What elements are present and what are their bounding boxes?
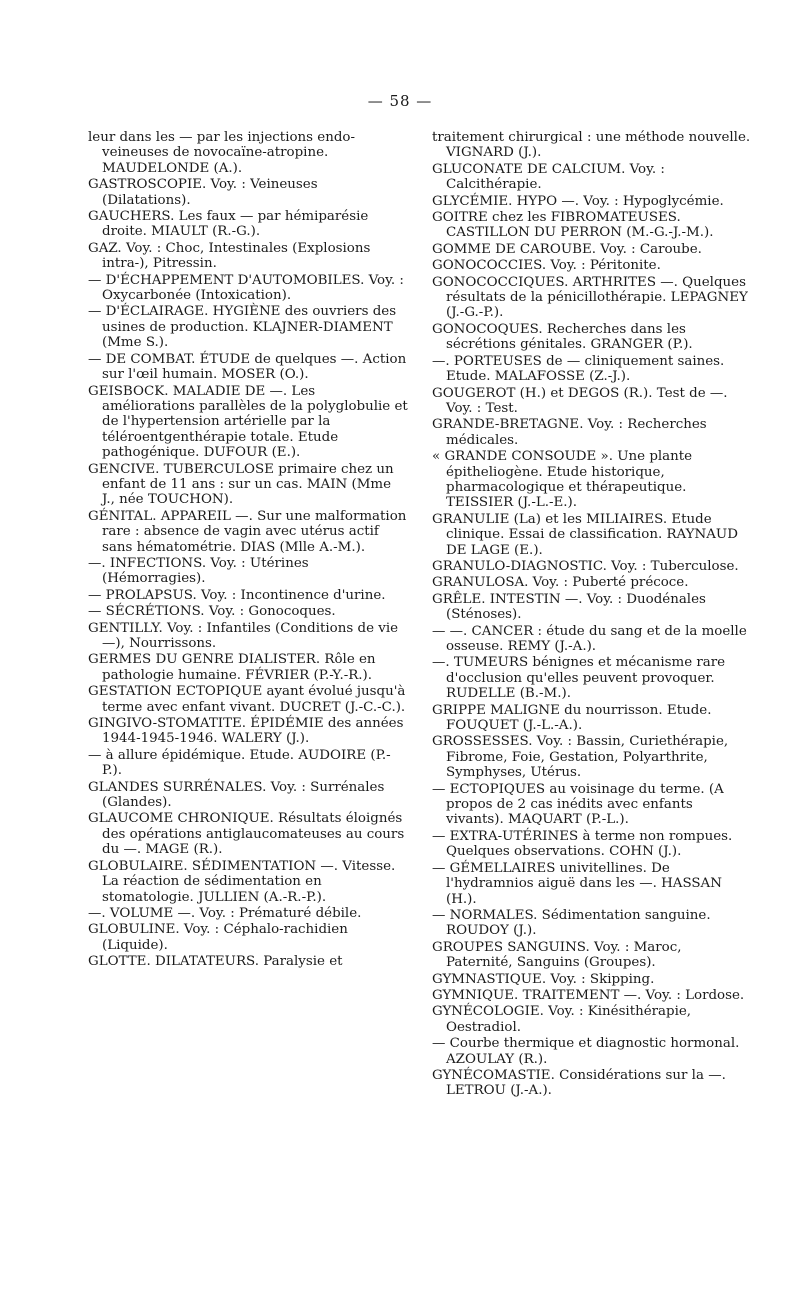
index-entry: GAUCHERS. Les faux — par hémiparésie droite. MIAULT (R.-G.). xyxy=(88,209,369,240)
index-entry: GLAUCOME CHRONIQUE. Résultats éloignés des opérations antiglaucomateuses au cours du —. MAGE (R.). xyxy=(88,811,405,858)
index-entry: GONOCOQUES. Recherches dans les sécrétions génitales. GRANGER (P.). xyxy=(432,321,693,353)
index-entry: GROSSESSES. Voy. : Bassin, Curiethérapie, Fibrome, Foie, Gestation, Polyarthrite, Symphyses, Utérus. xyxy=(432,734,729,781)
index-entry: GOITRE chez les FIBROMATEUSES. CASTILLON DU PERRON (M.-G.-J.-M.). xyxy=(432,210,714,241)
index-entry: — PROLAPSUS. Voy. : Incontinence d'urine. xyxy=(88,587,386,603)
index-entry: GENTILLY. Voy. : Infantiles (Conditions de vie —), Nourrissons. xyxy=(88,620,399,651)
index-entry: —. PORTEUSES de — cliniquement saines. Etude. MALAFOSSE (Z.-J.). xyxy=(432,353,725,385)
index-entry: —. TUMEURS bénignes et mécanisme rare d'occlusion qu'elles peuvent provoquer. RUDELLE (B.-M.). xyxy=(432,655,726,702)
index-entry: —. INFECTIONS. Voy. : Utérines (Hémorragies). xyxy=(88,555,309,587)
index-entry: GENCIVE. TUBERCULOSE primaire chez un enfant de 11 ans : sur un cas. MAIN (Mme J., née TOUCHON). xyxy=(88,461,394,508)
left-column xyxy=(88,130,408,971)
index-entry: GYMNASTIQUE. Voy. : Skipping. xyxy=(432,971,655,987)
index-entry: GLANDES SURRÉNALES. Voy. : Surrénales (Glandes). xyxy=(88,779,385,811)
index-entry: — à allure épidémique. Etude. AUDOIRE (P.-P.). xyxy=(88,747,391,779)
index-entry: GRIPPE MALIGNE du nourrisson. Etude. FOUQUET (J.-L.-A.). xyxy=(432,702,712,734)
index-entry: GRANULIE (La) et les MILIAIRES. Etude clinique. Essai de classification. RAYNAUD DE LAGE (E.). xyxy=(432,511,738,558)
index-entry: — GÉMELLAIRES univitellines. De l'hydramnios aiguë dans les —. HASSAN (H.). xyxy=(432,860,722,907)
index-entry: « GRANDE CONSOUDE ». Une plante épitheliogène. Etude historique, pharmacologique et thérapeutique. TEISSIER (J.-L.-E.). xyxy=(432,449,693,511)
index-entry: GLOTTE. DILATATEURS. Paralysie et xyxy=(88,954,343,970)
index-entry: GASTROSCOPIE. Voy. : Veineuses (Dilatations). xyxy=(88,177,318,208)
index-entry: —. VOLUME —. Voy. : Prématuré débile. xyxy=(88,905,362,921)
index-entry: GROUPES SANGUINS. Voy. : Maroc, Paternité, Sanguins (Groupes). xyxy=(432,939,682,971)
index-entry: GESTATION ECTOPIQUE ayant évolué jusqu'à terme avec enfant vivant. DUCRET (J.-C.-C.). xyxy=(88,684,406,715)
index-entry: GYMNIQUE. TRAITEMENT —. Voy. : Lordose. xyxy=(432,987,745,1003)
index-entry: — Courbe thermique et diagnostic hormonal. AZOULAY (R.). xyxy=(432,1036,740,1067)
index-entry: GRÊLE. INTESTIN —. Voy. : Duodénales (Sténoses). xyxy=(432,591,706,623)
index-entry: GÉNITAL. APPAREIL —. Sur une malformation rare : absence de vagin avec utérus actif sans hématométrie. DIAS (Mlle A.-M.). xyxy=(88,508,407,555)
index-entry: GLUCONATE DE CALCIUM. Voy. : Calcithérapie. xyxy=(432,161,665,193)
index-entry: GLOBULAIRE. SÉDIMENTATION —. Vitesse. La réaction de sédimentation en stomatologie. JULLIEN (A.-R.-P.). xyxy=(88,858,396,905)
index-entry: GLYCÉMIE. HYPO —. Voy. : Hypoglycémie. xyxy=(432,193,724,209)
index-entry: GLOBULINE. Voy. : Céphalo-rachidien (Liquide). xyxy=(88,922,348,953)
index-entry: GRANULO-DIAGNOSTIC. Voy. : Tuberculose. xyxy=(432,558,739,574)
index-entry: GRANDE-BRETAGNE. Voy. : Recherches médicales. xyxy=(432,417,707,448)
index-entry: GOMME DE CAROUBE. Voy. : Caroube. xyxy=(432,241,702,257)
index-entry: GYNÉCOLOGIE. Voy. : Kinésithérapie, Oestradiol. xyxy=(432,1004,692,1035)
index-entry: GONOCOCCIES. Voy. : Péritonite. xyxy=(432,258,661,274)
index-entry: — NORMALES. Sédimentation sanguine. ROUDOY (J.). xyxy=(432,907,711,939)
index-entry: — ECTOPIQUES au voisinage du terme. (A propos de 2 cas inédits avec enfants vivants). MAQUART (P.-L.). xyxy=(432,781,724,828)
index-entry: — SÉCRÉTIONS. Voy. : Gonocoques. xyxy=(88,604,336,620)
index-entry: traitement chirurgical : une méthode nouvelle. VIGNARD (J.). xyxy=(432,130,751,161)
index-entry: — EXTRA-UTÉRINES à terme non rompues. Quelques observations. COHN (J.). xyxy=(432,828,733,860)
index-entry: GYNÉCOMASTIE. Considérations sur la —. LETROU (J.-A.). xyxy=(432,1067,726,1099)
index-entry: leur dans les — par les injections endo-veineuses de novocaïne-atropine. MAUDELONDE (A.). xyxy=(88,130,355,176)
index-entry: — DE COMBAT. ÉTUDE de quelques —. Action sur l'œil humain. MOSER (O.). xyxy=(88,351,407,383)
index-entry: GERMES DU GENRE DIALISTER. Rôle en pathologie humaine. FÉVRIER (P.-Y.-R.). xyxy=(88,652,376,683)
index-entry: — —. CANCER : étude du sang et de la moelle osseuse. REMY (J.-A.). xyxy=(432,623,747,654)
index-entry: — D'ÉCLAIRAGE. HYGIÈNE des ouvriers des usines de production. KLAJNER-DIAMENT (Mme S.). xyxy=(88,304,397,351)
index-entry: GINGIVO-STOMATITE. ÉPIDÉMIE des années 1944-1945-1946. WALERY (J.). xyxy=(88,716,404,747)
index-entry: GONOCOCCIQUES. ARTHRITES —. Quelques résultats de la pénicillothérapie. LEPAGNEY (J.-G.-P.). xyxy=(432,274,748,321)
index-entry: GAZ. Voy. : Choc, Intestinales (Explosions intra-), Pitressin. xyxy=(88,240,371,272)
right-column xyxy=(432,130,752,1100)
page-number: — 58 — xyxy=(367,92,433,110)
index-entry: GOUGEROT (H.) et DEGOS (R.). Test de —. Voy. : Test. xyxy=(432,385,728,416)
index-entry: GRANULOSA. Voy. : Puberté précoce. xyxy=(432,575,689,591)
index-entry: — D'ÉCHAPPEMENT D'AUTOMOBILES. Voy. : Oxycarbonée (Intoxication). xyxy=(88,272,404,304)
index-entry: GEISBOCK. MALADIE DE —. Les améliorations parallèles de la polyglobulie et de l'hypertension artérielle par la téléroentgenthérapie totale. Etude pathogénique. DUFOUR (E.). xyxy=(88,383,408,461)
